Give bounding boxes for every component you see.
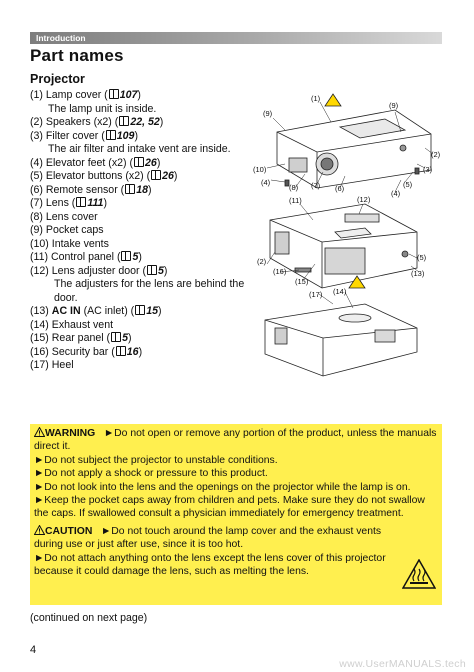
part-text: (13) <box>30 305 52 317</box>
book-icon <box>134 157 144 167</box>
page-reference: 15 <box>146 305 159 317</box>
callout-4b: (4) <box>391 189 401 198</box>
warning-line-5: ►Keep the pocket caps away from children and pets. Make sure they do not swallow the caps. If swallowed consult a physician immediately for emergency treatment. <box>34 495 425 520</box>
page-reference: 5 <box>158 264 164 277</box>
part-text: (12) Lens adjuster door ( <box>30 264 147 277</box>
section-header-bar <box>30 32 442 44</box>
part-item <box>30 143 255 157</box>
continued-note: (continued on next page) <box>30 612 148 624</box>
part-text-tail: ) <box>156 156 161 169</box>
section-label: Introduction <box>36 33 86 43</box>
part-item <box>30 359 255 373</box>
part-text: (7) Lens ( <box>30 197 76 209</box>
part-item <box>30 130 255 144</box>
page-reference: 26 <box>162 170 174 182</box>
part-text-tail: ) <box>148 183 152 196</box>
part-text: (8) Lens cover <box>30 210 98 223</box>
part-item <box>30 238 255 252</box>
part-text: (2) Speakers (x2) ( <box>30 116 119 128</box>
projector-top-view <box>270 204 417 288</box>
part-text: (14) Exhaust vent <box>30 318 114 331</box>
part-item <box>30 170 255 184</box>
part-item <box>30 184 255 198</box>
warning-line-4: ►Do not look into the lens and the openings on the projector while the lamp is on. <box>34 481 411 493</box>
book-icon <box>147 265 157 275</box>
part-text-tail: ) <box>163 264 168 277</box>
part-item <box>30 197 255 211</box>
callout-8: (8) <box>289 183 299 192</box>
caution-triangle-icon <box>34 525 45 535</box>
part-text-tail: ) <box>159 116 164 128</box>
part-item <box>30 278 254 305</box>
warning-label: WARNING <box>45 428 96 439</box>
callout-5b: (5) <box>417 253 427 262</box>
book-icon <box>119 116 129 126</box>
part-text: (3) Filter cover ( <box>30 129 105 142</box>
part-text-tail: ) <box>138 345 143 358</box>
book-icon <box>135 305 145 315</box>
callout-16: (16) <box>273 267 287 276</box>
book-icon <box>116 346 126 356</box>
part-text: (11) Control panel ( <box>30 251 121 263</box>
part-item <box>30 89 255 103</box>
part-item <box>30 157 255 171</box>
part-text-tail: ) <box>134 129 138 142</box>
part-item <box>30 265 255 279</box>
part-item <box>30 346 255 360</box>
warning-caution-box <box>30 424 442 605</box>
part-item <box>30 319 255 333</box>
book-icon <box>109 89 119 99</box>
part-text: (16) Security bar ( <box>30 345 115 358</box>
callout-15: (15) <box>295 277 309 286</box>
callout-2b: (2) <box>257 257 267 266</box>
part-text: (5) Elevator buttons (x2) ( <box>30 170 151 182</box>
page-number: 4 <box>30 644 37 656</box>
caution-line-1: ►Do not touch around the lamp cover and the exhaust vents during use or just after use, since it is too hot. <box>34 525 382 551</box>
part-item <box>30 305 255 319</box>
callout-4a: (4) <box>261 178 271 187</box>
projector-illustration <box>245 92 450 392</box>
page-reference: 18 <box>136 183 148 196</box>
section-subtitle: Projector <box>30 72 85 86</box>
page-reference: 16 <box>126 345 139 358</box>
book-icon <box>121 251 131 261</box>
page-reference: 26 <box>145 156 157 169</box>
callout-1: (1) <box>311 94 321 103</box>
callout-3: (3) <box>423 165 433 174</box>
page-reference: 107 <box>119 89 138 101</box>
part-item <box>30 332 255 346</box>
book-icon <box>125 184 135 194</box>
part-text-after: (AC inlet) ( <box>80 305 135 317</box>
parts-list <box>30 89 255 373</box>
part-text: (15) Rear panel ( <box>30 332 111 344</box>
warning-triangle-icon <box>34 427 45 437</box>
page-reference: 109 <box>116 129 135 142</box>
warning-line-1: ►Do not open or remove any portion of the product, unless the manuals direct it. <box>34 428 437 453</box>
callout-2: (2) <box>431 150 441 159</box>
warning-line-2: ►Do not subject the projector to unstable conditions. <box>34 454 278 466</box>
part-text-tail: ) <box>173 170 178 182</box>
part-text: The adjusters for the lens are behind the door. <box>54 278 245 304</box>
callout-11: (11) <box>289 196 302 205</box>
book-icon <box>151 170 161 180</box>
page-title: Part names <box>30 46 124 65</box>
callout-9b: (9) <box>389 101 399 110</box>
part-text-tail: ) <box>103 197 107 209</box>
watermark: www.UserMANUALS.tech <box>339 658 466 670</box>
callout-12: (12) <box>357 195 371 204</box>
part-text: (9) Pocket caps <box>30 224 104 236</box>
part-item <box>30 116 255 130</box>
part-text-tail: ) <box>138 251 142 263</box>
part-item <box>30 224 255 238</box>
callout-7: (7) <box>311 181 321 190</box>
page-reference: 22, 52 <box>130 116 160 128</box>
callout-13: (13) <box>411 269 425 278</box>
part-text: (6) Remote sensor ( <box>30 183 125 196</box>
part-text: (17) Heel <box>30 359 74 371</box>
projector-front-view <box>277 110 431 188</box>
callout-5a: (5) <box>403 180 413 189</box>
part-item <box>30 251 255 265</box>
callout-10: (10) <box>253 165 267 174</box>
part-item <box>30 103 255 117</box>
callout-17: (17) <box>309 290 323 299</box>
part-bold-text: AC IN <box>51 305 81 317</box>
part-text-tail: ) <box>128 332 132 344</box>
callout-9a: (9) <box>263 109 273 118</box>
callout-14: (14) <box>333 287 347 296</box>
part-text: (1) Lamp cover ( <box>30 89 108 101</box>
part-text: The air filter and intake vent are inside. <box>48 143 231 155</box>
book-icon <box>76 197 86 207</box>
page-reference: 5 <box>132 251 139 263</box>
projector-diagram <box>245 92 450 392</box>
page-reference: 5 <box>122 332 128 344</box>
part-text-tail: ) <box>158 305 162 317</box>
book-icon <box>106 130 116 140</box>
caution-label: CAUTION <box>45 525 93 537</box>
hot-surface-icon <box>402 559 436 589</box>
part-text-tail: ) <box>137 89 141 101</box>
book-icon <box>111 332 121 342</box>
caution-line-2: ►Do not attach anything onto the lens except the lens cover of this projector because it could damage the lens, such as melting the lens. <box>34 552 386 578</box>
part-text: (4) Elevator feet (x2) ( <box>30 156 134 169</box>
warning-line-3: ►Do not apply a shock or pressure to this product. <box>34 468 268 480</box>
page-reference: 111 <box>87 197 104 209</box>
part-text: The lamp unit is inside. <box>48 102 157 115</box>
part-item <box>30 211 255 225</box>
projector-rear-view <box>265 304 417 376</box>
callout-6: (6) <box>335 184 345 193</box>
part-text: (10) Intake vents <box>30 237 109 250</box>
